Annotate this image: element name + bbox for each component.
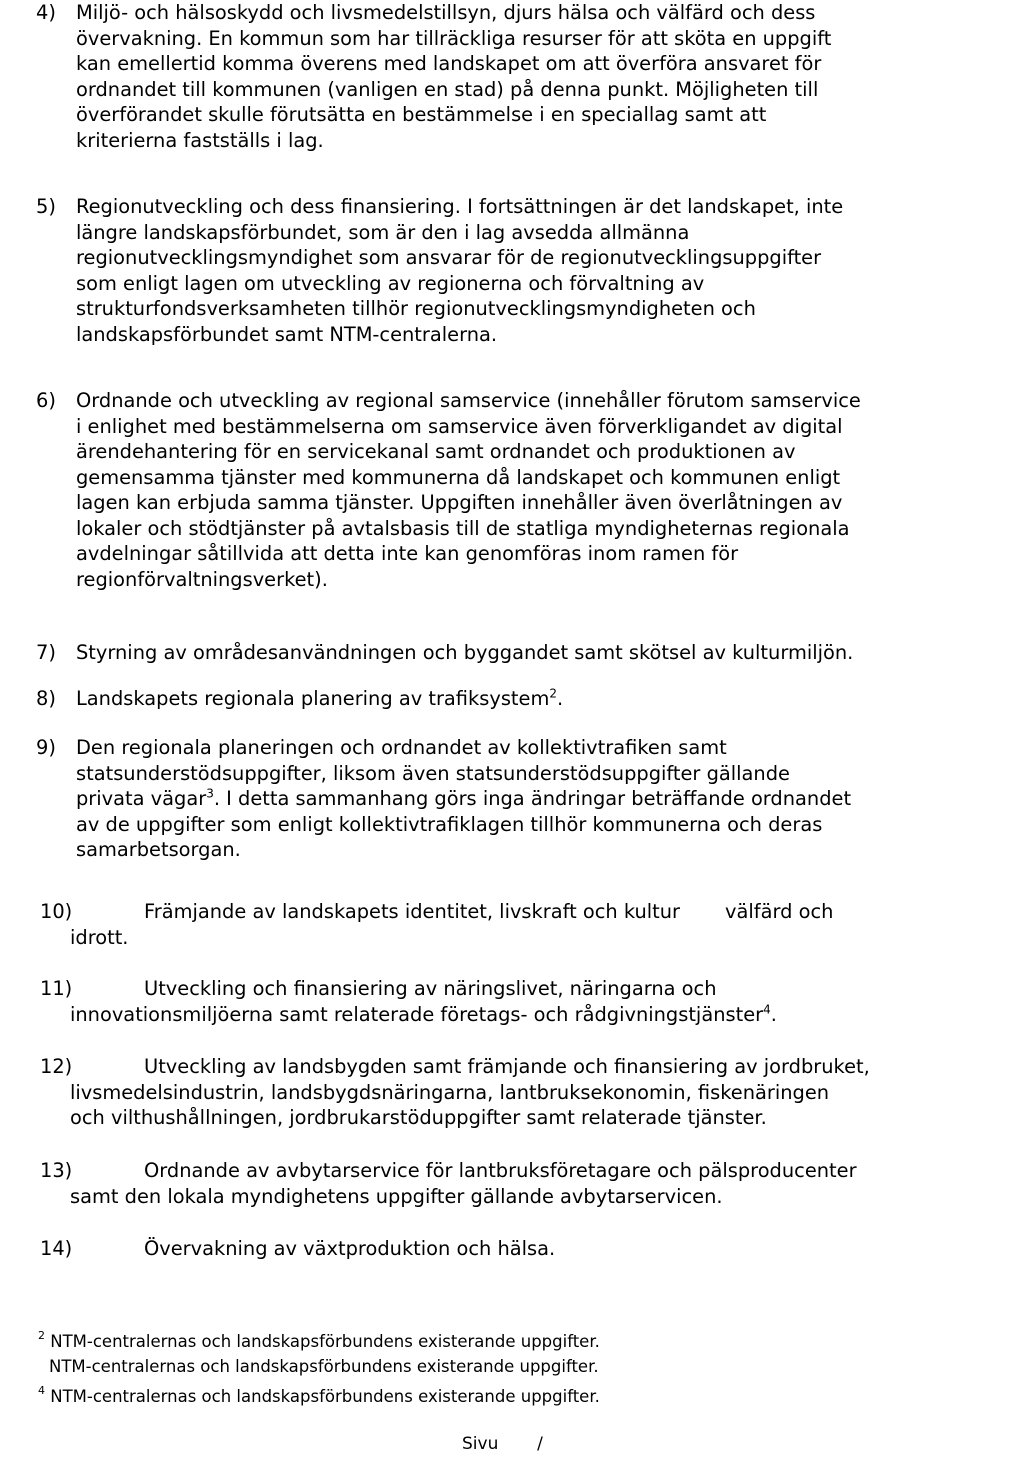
item-line: av de uppgifter som enligt kollektivtrafiklagen tillhör kommunerna och deras (76, 812, 823, 836)
page-separator: / (537, 1434, 543, 1454)
item-number: 6) (36, 389, 56, 412)
item-line: privata vägar$^3$. I detta sammanhang görs inga ändringar beträffande ordnandet (76, 786, 852, 810)
page-label: Sivu (462, 1434, 499, 1454)
item-number: 4) (36, 1, 56, 24)
item-line: kriterierna fastställs i lag. (76, 128, 324, 152)
item-line: Ordnande av avbytarservice för lantbruksföretagare och pälsproducenter (144, 1159, 857, 1182)
footnote-mark: 2 (38, 1328, 45, 1342)
item-line: Miljö- och hälsoskydd och livsmedelstillsyn, djurs hälsa och välfärd och dess (76, 1, 816, 24)
footnote-ref[interactable]: 3 (206, 786, 214, 801)
item-line: regionutvecklingsmyndighet som ansvarar för de regionutvecklingsuppgifter (76, 246, 822, 269)
item-line: avdelningar såtillvida att detta inte kan genomföras inom ramen för (76, 542, 739, 565)
item-line: samarbetsorgan. (76, 838, 241, 861)
item-line: gemensamma tjänster med kommunerna då landskapet och kommunen enligt (76, 465, 841, 489)
item-line: lokaler och stödtjänster på avtalsbasis till de statliga myndigheternas regionala (76, 516, 850, 540)
item-line: strukturfondsverksamheten tillhör regionutvecklingsmyndigheten och (76, 297, 756, 320)
item-line: idrott. (70, 925, 129, 949)
footnote-text: NTM-centralernas och landskapsförbundens existerande uppgifter. (50, 1387, 600, 1406)
item-line: Ordnande och utveckling av regional samservice (innehåller förutom samservice (76, 389, 861, 412)
footnote-4 (38, 1383, 600, 1408)
item-line: innovationsmiljöerna samt relaterade företags- och rådgivningstjänster$^4$. (70, 1002, 777, 1026)
footnote-mark: 4 (38, 1383, 45, 1397)
item-line: som enligt lagen om utveckling av regionerna och förvaltning av (76, 271, 705, 295)
item-line: och vilthushållningen, jordbrukarstöduppgifter samt relaterade tjänster. (70, 1106, 767, 1129)
item-number: 9) (36, 736, 56, 759)
item-number: 5) (36, 195, 56, 218)
item-number: 11) (40, 977, 73, 1000)
item-line: regionförvaltningsverket). (76, 567, 328, 591)
item-line: ärendehantering för en servicekanal samt ordnandet och produktionen av (76, 440, 796, 463)
item-line: Den regionala planeringen och ordnandet av kollektivtrafiken samt (76, 736, 727, 759)
item-number: 7) (36, 641, 56, 664)
item-line: samt den lokala myndighetens uppgifter gällande avbytarservicen. (70, 1184, 723, 1208)
footnote-2 (38, 1328, 600, 1353)
item-line: Utveckling och finansiering av näringslivet, näringarna och (144, 977, 717, 1000)
item-line: övervakning. En kommun som har tillräckliga resurser för att sköta en uppgift (76, 26, 832, 50)
item-number: 8) (36, 687, 56, 710)
item-line: kan emellertid komma överens med landskapet om att överföra ansvaret för (76, 52, 822, 75)
item-number: 13) (40, 1159, 73, 1182)
footnote-text: NTM-centralernas och landskapsförbundens existerande uppgifter. (49, 1357, 599, 1376)
item-line: landskapsförbundet samt NTM-centralerna. (76, 322, 498, 346)
page-indicator (462, 1434, 543, 1454)
item-number: 14) (40, 1237, 73, 1260)
item-line: längre landskapsförbundet, som är den i lag avsedda allmänna (76, 220, 690, 244)
item-number: 12) (40, 1055, 73, 1078)
item-line: Landskapets regionala planering av trafiksystem$^2$. (76, 686, 564, 710)
item-line: överförandet skulle förutsätta en bestämmelse i en speciallag samt att (76, 103, 767, 126)
item-line: Styrning av områdesanvändningen och byggandet samt skötsel av kulturmiljön. (76, 641, 854, 664)
item-line: Övervakning av växtproduktion och hälsa. (144, 1237, 556, 1260)
footnote-text: NTM-centralernas och landskapsförbundens existerande uppgifter. (50, 1332, 600, 1351)
footnote-ref[interactable]: 4 (763, 1002, 771, 1017)
item-line: livsmedelsindustrin, landsbygdsnäringarna, lantbruksekonomin, fiskenäringen (70, 1080, 830, 1104)
item-line: Utveckling av landsbygden samt främjande och finansiering av jordbruket, (144, 1055, 870, 1078)
item-line: ordnandet till kommunen (vanligen en stad) på denna punkt. Möjligheten till (76, 77, 819, 101)
footnote-3 (49, 1356, 599, 1378)
item-line: statsunderstödsuppgifter, liksom även statsunderstödsuppgifter gällande (76, 761, 790, 785)
item-line: Främjande av landskapets identitet, livskraft och kultur välfärd och (144, 900, 834, 923)
item-line: lagen kan erbjuda samma tjänster. Uppgiften innehåller även överlåtningen av (76, 491, 843, 514)
item-number: 10) (40, 900, 73, 923)
item-line: i enlighet med bestämmelserna om samservice även förverkligandet av digital (76, 414, 843, 438)
footnote-ref[interactable]: 2 (549, 686, 557, 701)
item-line: Regionutveckling och dess finansiering. I fortsättningen är det landskapet, inte (76, 195, 844, 218)
